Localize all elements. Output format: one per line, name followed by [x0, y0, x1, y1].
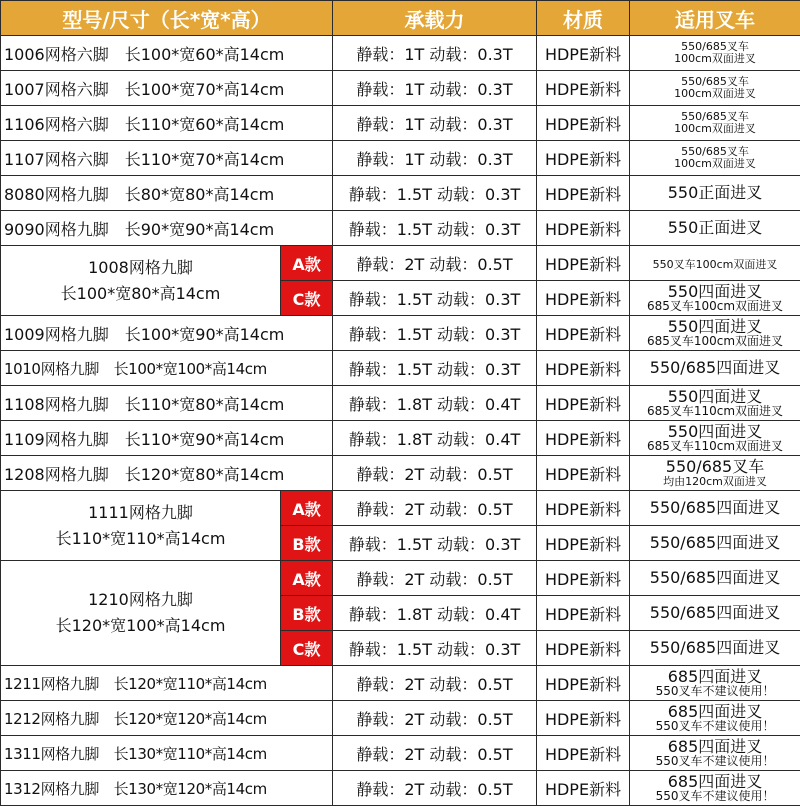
material-cell: HDPE新料: [537, 141, 630, 176]
forklift-cell: [630, 36, 800, 71]
forklift-line: 550/685叉车: [630, 458, 800, 476]
model-cell: [1, 246, 281, 316]
model-name: 1111网格九脚: [88, 503, 193, 522]
forklift-cell: [630, 526, 800, 561]
forklift-line: 685叉车110cm双面进叉: [630, 405, 800, 418]
forklift-line: 550叉车不建议使用！: [630, 720, 800, 733]
load-cell: 静载：1.5T 动载：0.3T: [333, 526, 537, 561]
forklift-cell: [630, 561, 800, 596]
forklift-line: 685四面进叉: [630, 773, 800, 791]
table-row: [1, 106, 800, 141]
model-size: 长120*宽100*高14cm: [56, 616, 226, 635]
forklift-line: 550正面进叉: [668, 218, 763, 237]
model-cell: 1010网格九脚 长100*宽100*高14cm: [1, 351, 333, 386]
load-cell: 静载：1.8T 动载：0.4T: [333, 596, 537, 631]
model-cell: 1108网格九脚 长110*宽80*高14cm: [1, 386, 333, 421]
model-cell: 9090网格九脚 长90*宽90*高14cm: [1, 211, 333, 246]
load-cell: 静载：1.5T 动载：0.3T: [333, 316, 537, 351]
load-cell: 静载：2T 动载：0.5T: [333, 246, 537, 281]
forklift-cell: [630, 246, 800, 281]
header-material: 材质: [537, 1, 630, 36]
table-header: [1, 1, 800, 36]
variant-badge: B款: [281, 526, 333, 561]
forklift-line: 100cm双面进叉: [630, 158, 800, 170]
model-size: 长100*宽80*高14cm: [61, 284, 221, 303]
header-load-capacity: 承载力: [333, 1, 537, 36]
material-cell: HDPE新料: [537, 386, 630, 421]
load-cell: 静载：1.5T 动载：0.3T: [333, 176, 537, 211]
material-cell: HDPE新料: [537, 596, 630, 631]
table-row: [1, 491, 800, 526]
material-cell: HDPE新料: [537, 106, 630, 141]
model-cell: 1211网格九脚 长120*宽110*高14cm: [1, 666, 333, 701]
forklift-line: 685叉车100cm双面进叉: [630, 335, 800, 348]
material-cell: HDPE新料: [537, 211, 630, 246]
forklift-line: 550正面进叉: [668, 183, 763, 202]
forklift-line: 550/685四面进叉: [650, 533, 780, 552]
model-cell: 1009网格九脚 长100*宽90*高14cm: [1, 316, 333, 351]
forklift-line: 685四面进叉: [630, 668, 800, 686]
material-cell: HDPE新料: [537, 351, 630, 386]
forklift-cell: [630, 701, 800, 736]
model-cell: 1212网格九脚 长120*宽120*高14cm: [1, 701, 333, 736]
forklift-line: 550/685四面进叉: [650, 603, 780, 622]
load-cell: 静载：1.5T 动载：0.3T: [333, 351, 537, 386]
forklift-cell: [630, 351, 800, 386]
load-cell: 静载：2T 动载：0.5T: [333, 491, 537, 526]
load-cell: 静载：1.5T 动载：0.3T: [333, 211, 537, 246]
load-cell: 静载：2T 动载：0.5T: [333, 456, 537, 491]
header-model-size: 型号/尺寸（长*宽*高）: [1, 1, 333, 36]
material-cell: HDPE新料: [537, 526, 630, 561]
material-cell: HDPE新料: [537, 456, 630, 491]
forklift-cell: [630, 631, 800, 666]
table-row: [1, 561, 800, 596]
forklift-line: 550叉车不建议使用！: [630, 685, 800, 698]
forklift-line: 100cm双面进叉: [630, 88, 800, 100]
forklift-line: 100cm双面进叉: [630, 123, 800, 135]
forklift-line: 550叉车100cm双面进叉: [653, 258, 778, 271]
forklift-line: 550/685叉车: [630, 41, 800, 53]
forklift-line: 685叉车110cm双面进叉: [630, 440, 800, 453]
forklift-line: 550/685叉车: [630, 76, 800, 88]
load-cell: 静载：2T 动载：0.5T: [333, 771, 537, 806]
table-row: [1, 666, 800, 701]
material-cell: HDPE新料: [537, 71, 630, 106]
forklift-cell: [630, 316, 800, 351]
forklift-line: 550/685四面进叉: [650, 498, 780, 517]
material-cell: HDPE新料: [537, 701, 630, 736]
table-row: [1, 246, 800, 281]
table-row: [1, 771, 800, 806]
material-cell: HDPE新料: [537, 316, 630, 351]
forklift-line: 550/685叉车: [630, 111, 800, 123]
table-row: [1, 701, 800, 736]
forklift-cell: [630, 141, 800, 176]
material-cell: HDPE新料: [537, 36, 630, 71]
forklift-line: 100cm双面进叉: [630, 53, 800, 65]
load-cell: 静载：1T 动载：0.3T: [333, 141, 537, 176]
model-cell: 1007网格六脚 长100*宽70*高14cm: [1, 71, 333, 106]
forklift-line: 550四面进叉: [630, 283, 800, 301]
model-cell: 1106网格六脚 长110*宽60*高14cm: [1, 106, 333, 141]
model-cell: 1109网格九脚 长110*宽90*高14cm: [1, 421, 333, 456]
forklift-cell: [630, 176, 800, 211]
forklift-line: 550/685叉车: [630, 146, 800, 158]
table-row: [1, 71, 800, 106]
load-cell: 静载：1T 动载：0.3T: [333, 71, 537, 106]
material-cell: HDPE新料: [537, 281, 630, 316]
forklift-line: 550叉车不建议使用！: [630, 790, 800, 803]
forklift-line: 550/685四面进叉: [650, 568, 780, 587]
forklift-line: 685叉车100cm双面进叉: [630, 300, 800, 313]
load-cell: 静载：2T 动载：0.5T: [333, 666, 537, 701]
header-forklift: 适用叉车: [630, 1, 800, 36]
forklift-cell: [630, 771, 800, 806]
material-cell: HDPE新料: [537, 771, 630, 806]
forklift-line: 550四面进叉: [630, 318, 800, 336]
material-cell: HDPE新料: [537, 561, 630, 596]
forklift-line: 550四面进叉: [630, 423, 800, 441]
load-cell: 静载：1.5T 动载：0.3T: [333, 281, 537, 316]
forklift-cell: [630, 491, 800, 526]
load-cell: 静载：2T 动载：0.5T: [333, 701, 537, 736]
forklift-line: 685四面进叉: [630, 738, 800, 756]
forklift-cell: [630, 596, 800, 631]
load-cell: 静载：1.5T 动载：0.3T: [333, 631, 537, 666]
table-row: [1, 316, 800, 351]
forklift-cell: [630, 106, 800, 141]
variant-badge: A款: [281, 246, 333, 281]
load-cell: 静载：1T 动载：0.3T: [333, 106, 537, 141]
model-cell: 1208网格九脚 长120*宽80*高14cm: [1, 456, 333, 491]
forklift-line: 550/685四面进叉: [650, 358, 780, 377]
variant-badge: C款: [281, 281, 333, 316]
table-row: [1, 386, 800, 421]
table-row: [1, 736, 800, 771]
forklift-cell: [630, 71, 800, 106]
variant-badge: A款: [281, 561, 333, 596]
material-cell: HDPE新料: [537, 631, 630, 666]
forklift-cell: [630, 386, 800, 421]
table-row: [1, 36, 800, 71]
load-cell: 静载：1.8T 动载：0.4T: [333, 386, 537, 421]
model-name: 1008网格九脚: [88, 258, 193, 277]
material-cell: HDPE新料: [537, 246, 630, 281]
table-row: [1, 351, 800, 386]
material-cell: HDPE新料: [537, 491, 630, 526]
table-row: [1, 141, 800, 176]
forklift-cell: [630, 456, 800, 491]
material-cell: HDPE新料: [537, 736, 630, 771]
material-cell: HDPE新料: [537, 176, 630, 211]
forklift-line: 均由120cm双面进叉: [630, 476, 800, 488]
model-cell: [1, 491, 281, 561]
table-row: [1, 421, 800, 456]
variant-badge: B款: [281, 596, 333, 631]
material-cell: HDPE新料: [537, 666, 630, 701]
model-size: 长110*宽110*高14cm: [56, 529, 226, 548]
forklift-cell: [630, 211, 800, 246]
forklift-cell: [630, 666, 800, 701]
table-row: [1, 176, 800, 211]
model-cell: 8080网格九脚 长80*宽80*高14cm: [1, 176, 333, 211]
forklift-line: 550四面进叉: [630, 388, 800, 406]
forklift-cell: [630, 281, 800, 316]
table-row: [1, 456, 800, 491]
forklift-line: 550叉车不建议使用！: [630, 755, 800, 768]
model-cell: 1311网格九脚 长130*宽110*高14cm: [1, 736, 333, 771]
model-name: 1210网格九脚: [88, 590, 193, 609]
load-cell: 静载：2T 动载：0.5T: [333, 736, 537, 771]
model-cell: 1006网格六脚 长100*宽60*高14cm: [1, 36, 333, 71]
model-cell: [1, 561, 281, 666]
variant-badge: A款: [281, 491, 333, 526]
model-cell: 1312网格九脚 长130*宽120*高14cm: [1, 771, 333, 806]
forklift-cell: [630, 736, 800, 771]
table-body: [1, 36, 800, 806]
load-cell: 静载：1.8T 动载：0.4T: [333, 421, 537, 456]
variant-badge: C款: [281, 631, 333, 666]
load-cell: 静载：1T 动载：0.3T: [333, 36, 537, 71]
table-row: [1, 211, 800, 246]
model-cell: 1107网格六脚 长110*宽70*高14cm: [1, 141, 333, 176]
material-cell: HDPE新料: [537, 421, 630, 456]
forklift-line: 550/685四面进叉: [650, 638, 780, 657]
load-cell: 静载：2T 动载：0.5T: [333, 561, 537, 596]
forklift-line: 685四面进叉: [630, 703, 800, 721]
forklift-cell: [630, 421, 800, 456]
